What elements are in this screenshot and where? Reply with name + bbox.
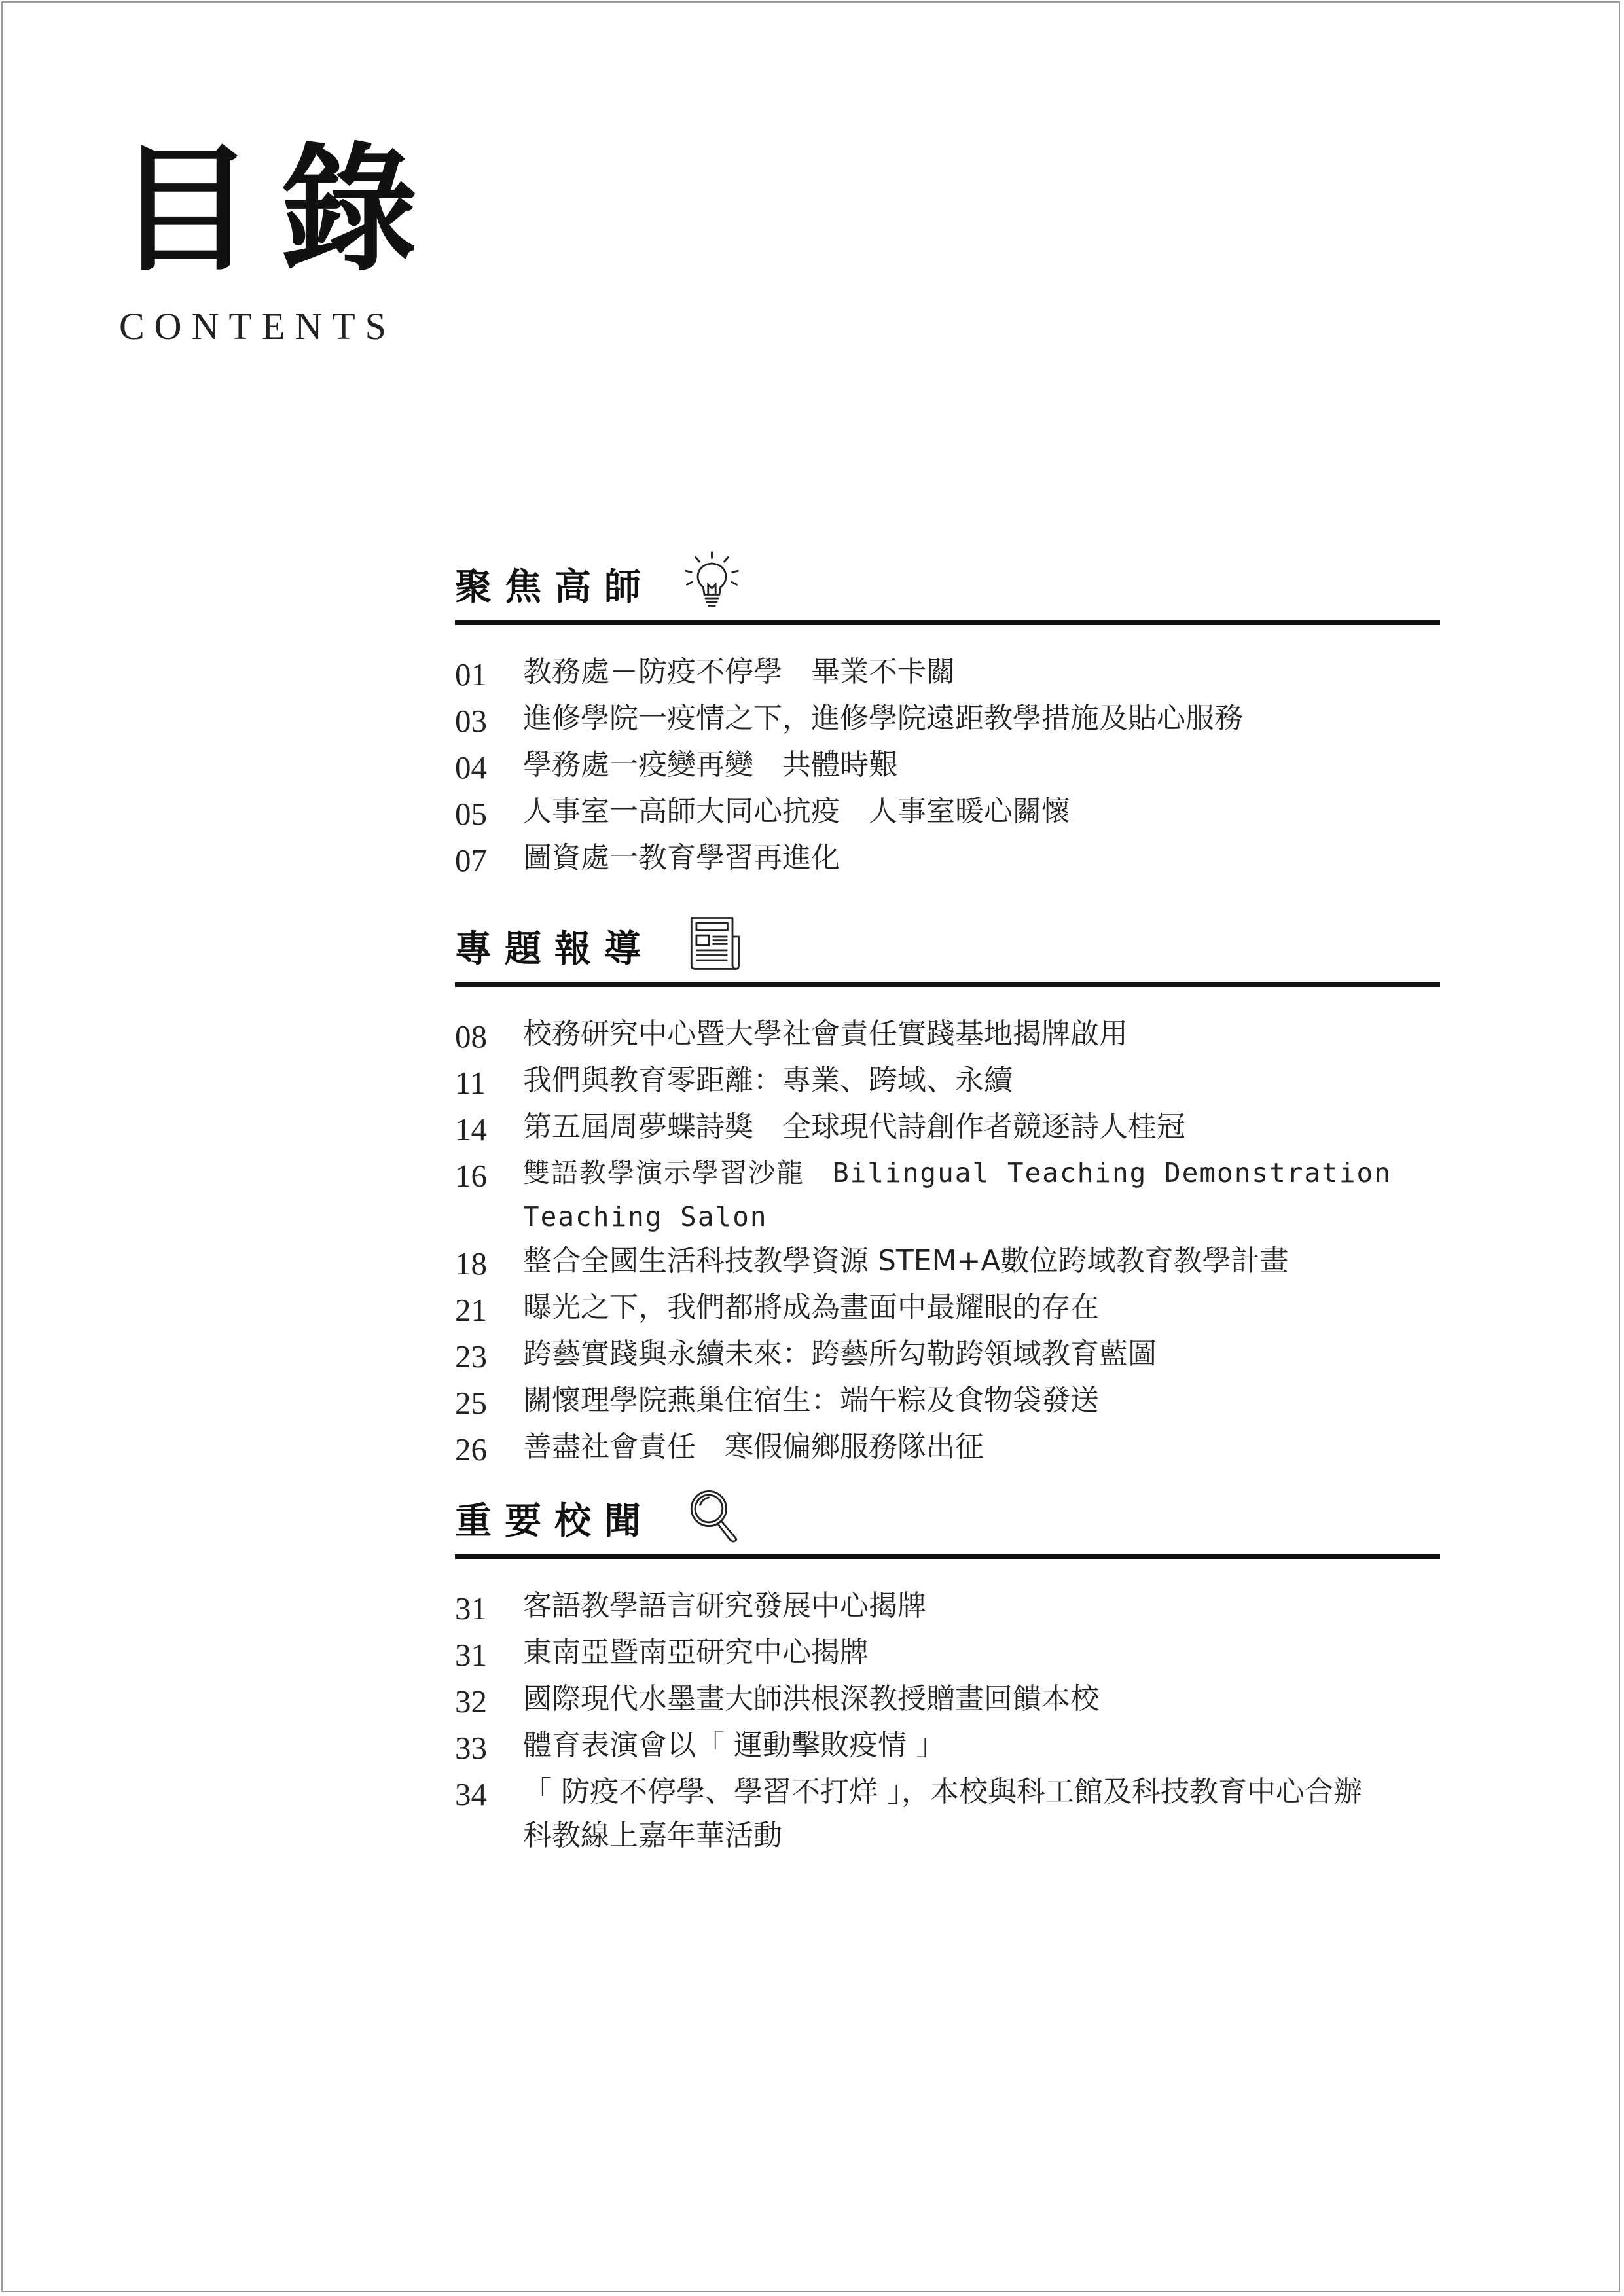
entry-title: 學務處一疫變再變 共體時艱	[523, 748, 897, 781]
toc-list	[455, 625, 1440, 882]
magnifier-icon	[683, 1484, 745, 1546]
page-number: 25	[455, 1385, 487, 1421]
entry-title: 國際現代水墨畫大師洪根深教授贈畫回饋本校	[523, 1682, 1099, 1715]
newspaper-icon	[683, 912, 745, 974]
entry-title: 圖資處一教育學習再進化	[523, 841, 840, 874]
page-number: 32	[455, 1683, 487, 1719]
entry-title: 教務處－防疫不停學 畢業不卡關	[523, 655, 955, 689]
toc-list	[455, 987, 1440, 1471]
page-number: 34	[455, 1776, 487, 1812]
toc-entry[interactable]	[455, 1723, 1440, 1770]
entry-title: 雙語教學演示學習沙龍 Bilingual Teaching Demonstration Teaching Salon	[523, 1157, 1392, 1232]
toc-entry[interactable]	[455, 696, 1440, 743]
entry-title: 客語教學語言研究發展中心揭牌	[523, 1589, 926, 1623]
toc-entry[interactable]	[455, 836, 1440, 882]
section-feature-reports	[455, 908, 1440, 1471]
entry-title: 「 防疫不停學、學習不打烊 」，本校與科工館及科技教育中心合辦 科教線上嘉年華活動	[523, 1775, 1362, 1852]
page-number: 31	[455, 1637, 487, 1673]
page-number: 03	[455, 703, 487, 739]
page-number: 21	[455, 1292, 487, 1328]
page-number: 31	[455, 1590, 487, 1626]
page-number: 01	[455, 656, 487, 692]
toc-entry[interactable]	[455, 1770, 1440, 1857]
page-number: 14	[455, 1111, 487, 1147]
entry-title: 善盡社會責任 寒假偏鄉服務隊出征	[523, 1430, 984, 1463]
toc-entry[interactable]	[455, 1584, 1440, 1630]
section-divider	[455, 620, 1440, 625]
section-divider	[455, 982, 1440, 987]
entry-title: 人事室一高師大同心抗疫 人事室暖心關懷	[523, 795, 1070, 828]
section-header	[455, 908, 1440, 987]
entry-title: 跨藝實踐與永續未來：跨藝所勾勒跨領域教育藍圖	[523, 1337, 1157, 1371]
entry-title: 整合全國生活科技教學資源 STEM+A數位跨域教育教學計畫	[523, 1244, 1289, 1278]
page-number: 33	[455, 1730, 487, 1766]
entry-title: 東南亞暨南亞研究中心揭牌	[523, 1636, 869, 1669]
section-header	[455, 547, 1440, 625]
page-number: 07	[455, 842, 487, 878]
toc-entry[interactable]	[455, 743, 1440, 789]
toc-entry[interactable]	[455, 1105, 1440, 1151]
entry-title: 曝光之下，我們都將成為畫面中最耀眼的存在	[523, 1291, 1099, 1324]
section-title: 重要校聞	[455, 1499, 654, 1543]
section-focus	[455, 547, 1440, 882]
section-header	[455, 1480, 1440, 1559]
toc-entry[interactable]	[455, 1425, 1440, 1471]
entry-title: 校務研究中心暨大學社會責任實踐基地揭牌啟用	[523, 1017, 1128, 1050]
toc-entry[interactable]	[455, 1630, 1440, 1677]
entry-title: 關懷理學院燕巢住宿生：端午粽及食物袋發送	[523, 1384, 1099, 1417]
page-number: 18	[455, 1246, 487, 1282]
page-number: 05	[455, 796, 487, 832]
page-number: 23	[455, 1338, 487, 1374]
toc-list	[455, 1559, 1440, 1857]
toc-entry[interactable]	[455, 1332, 1440, 1378]
page-subtitle: CONTENTS	[119, 305, 396, 348]
page-number: 16	[455, 1158, 487, 1194]
toc-entry[interactable]	[455, 650, 1440, 696]
entry-title: 進修學院一疫情之下，進修學院遠距教學措施及貼心服務	[523, 702, 1243, 735]
section-title: 專題報導	[455, 927, 654, 971]
toc-entry[interactable]	[455, 789, 1440, 836]
entry-title: 第五屆周夢蝶詩獎 全球現代詩創作者競逐詩人桂冠	[523, 1110, 1185, 1143]
lightbulb-icon	[681, 550, 743, 612]
entry-title: 體育表演會以「 運動擊敗疫情 」	[523, 1729, 945, 1762]
page-number: 26	[455, 1431, 487, 1467]
toc-entry[interactable]	[455, 1058, 1440, 1105]
toc-entry[interactable]	[455, 1012, 1440, 1058]
entry-title: 我們與教育零距離：專業、跨域、永續	[523, 1064, 1013, 1097]
toc-entry[interactable]	[455, 1151, 1440, 1239]
toc-entry[interactable]	[455, 1378, 1440, 1425]
toc-entry[interactable]	[455, 1285, 1440, 1332]
page-number: 04	[455, 749, 487, 785]
toc-entry[interactable]	[455, 1239, 1440, 1285]
page-title: 目錄	[117, 128, 444, 290]
page-number: 08	[455, 1018, 487, 1054]
toc-entry[interactable]	[455, 1677, 1440, 1723]
section-title: 聚焦高師	[455, 565, 654, 609]
section-divider	[455, 1554, 1440, 1559]
section-campus-news	[455, 1480, 1440, 1857]
page-number: 11	[455, 1065, 486, 1101]
